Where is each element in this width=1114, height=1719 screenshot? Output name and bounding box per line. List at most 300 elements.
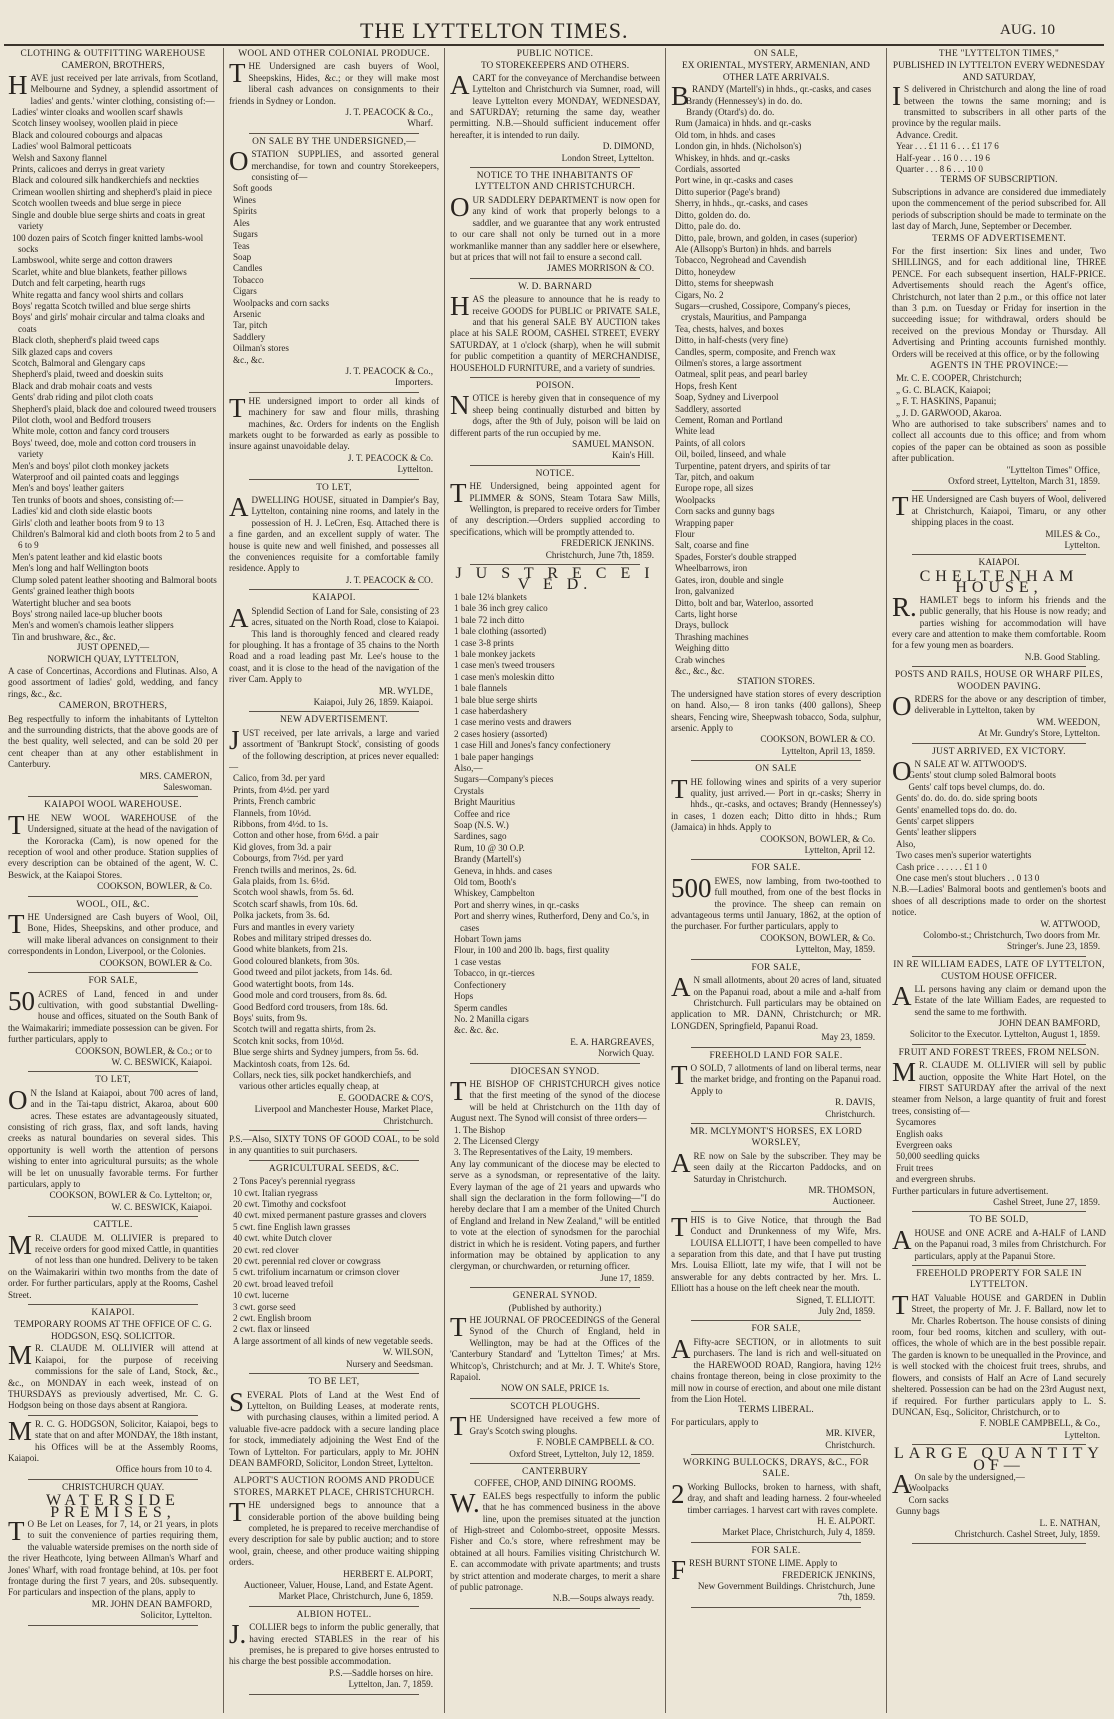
ad-body [671,1211,881,1295]
ad-body: N.B.—Ladies' Balmoral boots and gentlemen's boots and shoes of all descriptions made to order on the shortest notice. [892,884,1106,918]
ad-body: Any lay communicant of the diocese may be elected to serve as a synodsman, or representative of the laity. Every layman of the age of 21 years and upwards who shall sign the declaration in the form following—"I do hereby declare that I am a member of the United Church of England and Ireland in New Zealand," will be entitled to vote at the election of synodsmen for the parochial district in which he is resident. Voting papers, and further information may be obtained by application to any clergyman, or churchwarden, or returning officer. [450,1158,660,1272]
ad-separator [912,1543,1086,1544]
list-item: Woolpacks [675,494,716,505]
ad-signature-address: Norwich Quay. [597,1048,654,1059]
advertisement [450,1402,660,1464]
ad-body [8,985,218,1046]
column-4 [671,48,881,1713]
list-item: Spades, Forster's double strapped [675,551,797,562]
list-item: 1 case vestas [454,956,501,967]
ad-signature-address: Lyttelton, April 12. [804,845,875,856]
list-item: Good mole and cord trousers, from 8s. 6d. [233,990,388,1001]
list-item: Coffee and rice [454,808,510,819]
ad-signature: MR. KIVER, [825,1428,875,1439]
ad-separator [470,1287,640,1288]
list-item: Cigars, No. 2 [675,289,724,300]
advertisement [671,1211,881,1322]
list-item: Carts, light horse [675,608,738,619]
item-list [892,130,1106,176]
ad-body [450,1312,660,1383]
list-item: Soap, Sydney and Liverpool [675,392,779,403]
ad-separator [912,1044,1086,1045]
drop-initial: A [450,69,470,100]
ad-separator [28,1479,198,1480]
drop-initial: I [892,81,901,112]
ad-text: Working Bullocks, broken to harness, with shaft, dray, and shaft and leading harness. 2 four-wheeled timber carriages. 1 harvest cart with raves complete. [687,1481,881,1515]
ad-signature: W. ATTWOOD, [1040,918,1100,929]
advertisement [229,1164,439,1374]
ad-separator [28,1625,198,1626]
drop-initial: A [671,1147,691,1178]
ad-body [450,1075,660,1125]
advertisement [671,1324,881,1454]
drop-initial: T [892,491,909,522]
list-item: Polka jackets, from 3s. 6d. [233,910,330,921]
ad-heading: TO BE SOLD, [969,1215,1029,1226]
drop-initial: T [450,478,467,509]
drop-initial: F [671,1555,687,1586]
ad-heading: ON SALE BY THE UNDERSIGNED,— [252,136,416,147]
ad-signature: F. NOBLE CAMPBELL & CO. [536,1437,654,1448]
list-item: Brandy (Otard's) do. do. [686,107,775,118]
ad-signature-address: Liverpool and Manchester House, Market Place, Christchurch. [254,1104,433,1126]
ad-heading: FREEHOLD PROPERTY FOR SALE IN LYTTELTON. [916,1269,1082,1291]
list-item: Gents' leather slippers [896,827,977,838]
column-divider [223,48,224,1713]
ad-text: HAT Valuable HOUSE and GARDEN in Dublin Street, the property of Mr. J. F. Ballard, now let to Mr. Charles Robertson. The house consists of dining room, four bed rooms, kitchen and scullery, with out-offices, the whole of which are in the best possible repair. The garden is known to be unequalled in the Province, and is well stocked with the choicest fruit trees, shrubs, and flowers, and consists of Half an Acre of Land securely sheltered. Possession can be had on the 23rd August next, if required. For further particulars apply to L. S. DUNCAN, Esq., Solicitor, Christchurch, or to [892,1292,1106,1417]
list-item: Good watertight boots, from 14s. [233,978,354,989]
ad-heading: (Published by authority.) [508,1303,602,1314]
list-item: Crab winches [675,654,725,665]
list-item: 1 bale 36 inch grey calico [454,603,548,614]
list-item: 1 bale flannels [454,683,508,694]
ad-signature: P.S.—Saddle horses on hire. [328,1667,433,1678]
ad-text: O Be Let on Leases, for 7, 14, or 21 years, in plots to suit the convenience of parties requiring them, the valuable waterside premises on the north side of the river Heathcote, lying between Allman's Wharf and Jones' Wharf, with road frontage behind, at 10s. per foot frontage during the first 7 years, and 20s. subsequently. For particulars and inspection of the plans, apply to [8,1518,218,1598]
list-item: Also,— [454,762,483,773]
ad-signature: COOKSON, BOWLER & Co. Lyttelton; or, [49,1190,212,1201]
list-item: Drays, bullock [675,620,729,631]
ad-signature: R. DAVIS, [835,1097,875,1108]
ad-signature-address: W. C. BESWICK, Kaiapoi. [111,1201,212,1212]
ad-separator [28,896,198,897]
list-item: Mackintosh coats, from 12s. 6d. [233,1058,350,1069]
ad-separator [691,1047,861,1048]
ad-body [8,909,218,958]
ad-separator [249,1130,419,1131]
list-item: Candles [233,263,263,274]
drop-initial: T [229,392,246,423]
ad-signature: FREDERICK JENKINS. [561,538,654,549]
ad-heading: EX ORIENTAL, MYSTERY, ARMENIAN, AND OTHER LATE ARRIVALS. [682,61,870,83]
drop-initial: T [229,1497,246,1528]
ad-heading: TERMS OF ADVERTISEMENT. [931,233,1067,244]
ad-heading: ON SALE [755,764,797,775]
drop-initial: A [671,972,691,1003]
ad-heading: CAMERON, BROTHERS, [58,701,168,712]
ad-subheading: TERMS LIBERAL. [738,1405,814,1416]
list-item: 20 cwt. red clover [233,1244,299,1255]
ad-signature: MILES & Co., [1045,528,1100,539]
list-item: English oaks [896,1128,943,1139]
list-item: Prints, calicoes and derrys in great variety [12,164,165,175]
ad-signature-address: Christchurch. [825,1439,875,1450]
list-item: Cement, Roman and Portland [675,415,783,425]
advertisement [229,1134,439,1161]
ad-text: HE following wines and spirits of a very superior quality, just arrived.— Port in qr.-casks; Sherry in hhds., qr.-casks, and octaves; Brandy (Hennessey's) in cases, 1 dozen each; Ditto ditto in hhds.; Rum (Jamaica) in hhds. Apply to [671,776,881,833]
list-item: 1 bale 12¼ blankets [454,591,527,602]
item-list [229,773,439,1092]
drop-initial: T [8,909,25,940]
advertisement [8,900,218,973]
list-item: Men's long and half Wellington boots [12,563,149,574]
advertisement [8,976,218,1072]
ad-heading: NOTICE. [535,468,575,479]
list-item: 3. The Representatives of the Laity, 19 members. [454,1147,633,1158]
ad-body: For particulars, apply to [671,1416,759,1427]
ad-signature-address: Market Place, Christchurch, July 4, 1859. [722,1527,875,1538]
list-item: Wrapping paper [675,517,734,528]
list-item: 20 cwt. perennial red clover or cowgrass [233,1256,381,1267]
drop-initial: T [8,809,25,840]
ad-body [671,773,881,834]
advertisement [229,1377,439,1473]
list-item: Flour, in 100 and 200 lb. bags, first quality [454,945,610,956]
list-item: Tar, pitch [233,320,268,331]
ad-body [450,1487,660,1594]
ad-text: STATION SUPPLIES, and assorted general merchandise, for town and country Storekeepers, consisting of— [251,149,439,183]
ad-text: HE Undersigned have received a few more of Gray's Scotch swing ploughs. [469,1414,660,1436]
advertisement [892,491,1106,555]
list-item: Advance. Credit. [896,129,958,140]
ad-signature-address: Cashel Street, June 27, 1859. [993,1197,1100,1207]
list-item: 1 bale clothing (assorted) [454,626,547,637]
ad-text: HE Undersigned, being appointed agent for PLIMMER & SONS, Steam Totara Saw Mills, Wellington, is prepared to receive orders for Timber of any description.—Orders supplied according to specifications, which will be promptly attended to. [450,481,660,537]
ad-separator [470,1063,640,1064]
newspaper-title: THE LYTTELTON TIMES. [360,18,629,43]
list-item: Confectionery [454,979,507,990]
ad-heading: FOR SALE. [751,1545,801,1556]
drop-initial: O [892,755,912,786]
ad-heading: MR. MCLYMONT'S HORSES, EX LORD WORSLEY, [689,1126,863,1149]
list-item: Tobacco [233,274,264,285]
list-item: Hobart Town jams [454,934,522,945]
list-item: Tobacco, Negrohead and Cavendish [675,255,807,266]
ad-signature-address: Christchurch, June 7th, 1859. [545,549,654,560]
ad-heading: THE "LYTTELTON TIMES," [938,49,1060,59]
list-item: Corn sacks and gunny bags [675,506,775,517]
list-item: Ditto, pale, brown, and golden, in cases (superior) [675,232,858,243]
ad-separator [249,1694,419,1695]
drop-initial: T [671,1211,688,1242]
list-item: Cordials, assorted [675,164,741,175]
ad-heading: CLOTHING & OUTFITTING WAREHOUSE [20,49,206,59]
list-item: Teas [233,240,250,251]
list-item: Shepherd's plaid, tweed and doeskin suits [12,369,164,380]
list-item: Sardines, sago [454,831,507,842]
item-list [892,770,1106,884]
list-item: Spirits [233,206,257,217]
ad-separator [249,1606,419,1607]
ad-display-heading: CHELTENHAM HOUSE, [919,567,1079,597]
list-item: Black and coloured silk handkerchiefs and neckties [12,175,199,186]
list-item: Fruit trees [896,1162,934,1173]
ad-text: HE Undersigned are Cash buyers of Wool, delivered at Christchurch, Kaiapoi, Timaru, or any other shipping places in the coast. [911,494,1106,528]
advertisement [229,1610,439,1695]
ad-signature-address: Kaiapoi, July 26, 1859. Kaiapoi. [313,696,433,707]
ad-signature: MR. WYLDE, [378,685,433,696]
ad-separator [28,796,198,797]
ad-signature: E. A. HARGREAVES, [570,1036,654,1047]
list-item: „ G. C. BLACK, Kaiapoi; [896,384,991,395]
list-item: Iron, galvanized [675,586,735,597]
drop-initial: M [8,1340,33,1371]
ad-body [892,1057,1106,1117]
column-divider [444,48,445,1713]
list-item: Tar, pitch, and oakum [675,472,755,483]
list-item: 2 cwt. English broom [233,1313,312,1324]
ad-body [8,809,218,881]
advertisement [671,1546,881,1608]
drop-initial: T [671,1059,688,1090]
ad-text: RANDY (Martell's) in hhds., qr.-casks, and cases [692,84,872,95]
ad-signature-address: Christchurch. [825,1108,875,1119]
ad-body [671,1478,881,1516]
list-item: Single and double blue serge shirts and coats in great variety [12,209,206,232]
list-item: 1 bale blue serge shirts [454,694,538,705]
advertisement [450,171,660,279]
advertisement [8,800,218,896]
list-item: A large assortment of all kinds of new vegetable seeds. [233,1335,433,1346]
ad-heading: W. D. BARNARD [518,281,592,292]
ad-signature: N.B. Good Stabling. [1024,651,1100,662]
ad-heading: NOTICE TO THE INHABITANTS OF LYTTELTON AND CHRISTCHURCH. [474,171,636,193]
list-item: 3 cwt. gorse seed [233,1301,296,1312]
list-item: Boys' suits, from 9s. [233,1012,308,1023]
ad-signature-address: Solicitor, Lyttelton. [140,1610,212,1621]
ad-signature: COOKSON, BOWLER, & Co. [760,833,875,844]
list-item: 40 cwt. white Dutch clover [233,1233,332,1244]
ad-subheading: TERMS OF SUBSCRIPTION. [940,175,1058,186]
drop-initial: T [892,1289,909,1320]
ad-signature-address: W. C. BESWICK, Kaiapoi. [111,1056,212,1067]
ad-text: R. C. G. HODGSON, Solicitor, Kaiapoi, begs to state that on and after MONDAY, the 18th instant, his Offices will be at the Assembly Rooms, Kaiapoi. [8,1418,218,1463]
list-item: Boys' tweed, doe, mole and cotton cord trousers in variety [12,437,196,460]
ad-signature-address: Lyttelton, Jan. 7, 1859. [348,1679,433,1690]
ad-separator [912,956,1086,957]
column-5 [892,48,1106,1713]
ad-text: LL persons having any claim or demand upon the Estate of the late William Eades, are requested to send the same to me forthwith. [914,983,1106,1017]
list-item: Kid gloves, from 3d. a pair [233,841,332,852]
ad-signature-address: Lyttelton. [397,464,433,475]
masthead-rule [4,44,1104,46]
ad-body [229,724,439,774]
ad-signature-address: New Government Buildings. Christchurch, June 7th, 1859. [697,1581,875,1603]
list-item: French twills and merinos, 2s. 6d. [233,864,357,875]
drop-initial: W. [450,1487,480,1518]
list-item: Quarter . . . 8 6 . . . 10 0 [896,164,983,175]
ad-signature: MRS. CAMERON, [139,770,212,781]
list-item: Gunny bags [896,1506,940,1517]
ad-separator [912,1265,1086,1266]
advertisement [671,1127,881,1212]
ad-text: N the Island at Kaiapoi, about 700 acres of land, and in the Tai-tapu district, Akaroa, about 600 acres. These estates are advantageously situated, consisting of rich grass, flax, and soft lands, having creeks as natural boundaries on several sides. This opportunity is well worth the attention of persons wishing to enter into agricultural pursuits; as the whole will be let on unusually favorable terms. For further particulars, apply to [8,1087,218,1189]
advertisement [892,960,1106,1045]
ad-text: HIS is to Give Notice, that through the Bad Conduct and Drunkenness of my Wife, Mrs. LOUISA ELLIOTT, I have been compelled to have a separation from this date, and that I have put trusting Mrs. Louisa Elliott, late my wife, that I will not be answerable for any debts contracted by her. Mrs. L. Elliott has a house on the left cheek near the mouth. [671,1214,881,1294]
ad-separator [470,167,640,168]
list-item: 100 dozen pairs of Scotch finger knitted lambs-wool socks [12,232,204,254]
ad-heading: ALPORT'S AUCTION ROOMS AND PRODUCE STORES, MARKET PLACE, CHRISTCHURCH. [233,1476,435,1498]
ad-heading: CAMERON, BROTHERS, [61,61,165,72]
list-item: Ditto, stems for sheepwash [675,278,774,289]
ad-signature: JOHN DEAN BAMFORD, [998,1017,1100,1028]
masthead [0,0,1114,48]
ad-signature: N.B.—Soups always ready. [552,1593,654,1604]
ad-signature-address: Nursery and Seedsman. [345,1358,433,1369]
ad-display-heading: LARGE QUANTITY OF— [894,1445,1104,1474]
ad-signature: Signed, T. ELLIOTT. [796,1294,875,1305]
ad-signature: L. E. NATHAN, [1039,1517,1100,1528]
ad-body [892,980,1106,1018]
ad-heading: KAIAPOI WOOL WAREHOUSE. [44,800,182,811]
drop-initial: N [450,390,470,421]
list-item: Mr. C. E. COOPER, Christchurch; [896,373,1022,384]
advertisement [671,49,881,761]
ad-separator [28,972,198,973]
list-item: Tin and brushware, &c., &c. [12,631,116,642]
list-item: Sugars—crushed, Cossipore, Company's pieces, crystals, Mauritius, and Pampanga [675,300,851,323]
list-item: Europe rope, all sizes [675,483,754,494]
ad-body: A case of Concertinas, Accordions and Flutinas. Also, A good assortment of ladies' gold, wedding, and fancy rings, &c., &c. [8,665,218,699]
ad-heading: PUBLISHED IN LYTTELTON EVERY WEDNESDAY AND SATURDAY, [892,61,1106,83]
ad-separator [249,1160,419,1161]
advertisement [892,1445,1106,1544]
list-item: Ladies' kid and cloth side elastic boots [12,506,153,517]
list-item: Flour [675,529,695,540]
ad-heading: AGRICULTURAL SEEDS, &C. [268,1163,400,1174]
ad-signature-address: Solicitor to the Executor. Lyttelton, August 1, 1859. [909,1029,1100,1040]
list-item: Clump soled patent leather shooting and Balmoral boots [12,574,217,585]
drop-initial: O [450,191,470,222]
ad-signature-address: Saleswoman. [163,782,212,792]
list-item: Hops [454,991,474,1002]
ad-signature-address: June 17, 1859. [600,1272,654,1283]
list-item: 20 cwt. Timothy and cocksfoot [233,1199,346,1209]
list-item: Turpentine, patent dryers, and spirits of tar [675,460,831,471]
ad-body [229,1619,439,1668]
advertisement [229,1476,439,1606]
list-item: 1 bale 72 inch ditto [454,614,525,625]
list-item: Geneva, in hhds. and cases [454,865,552,876]
list-item: Boys' regatta Scotch twilled and blue serge shirts [12,300,191,311]
list-item: Boys' strong nailed lace-up blucher boots [12,608,163,619]
advertisement [450,469,660,565]
ad-text: O SOLD, 7 allotments of land on liberal terms, near the market bridge, and fronting on the Papanui road. Apply to [690,1062,881,1096]
list-item: Scarlet, white and blue blankets, feather pillows [12,266,187,277]
ad-separator [470,377,640,378]
ad-signature-address: Importers. [394,377,433,388]
ad-text: RE now on Sale by the subscriber. They may be seen daily at the Riccarton Paddocks, and on Saturday in Christchurch. [693,1150,881,1184]
ad-heading: AGENTS IN THE PROVINCE:— [929,360,1068,371]
list-item: 2 cwt. flax or linseed [233,1324,310,1335]
ad-heading: COFFEE, CHOP, AND DINING ROOMS. [474,1479,636,1490]
list-item: 1 bale monkey jackets [454,648,536,659]
ad-signature-address: Lyttelton. [1064,540,1100,551]
list-item: Tobacco, in qr.-tierces [454,968,535,979]
column-3 [450,48,660,1713]
ad-separator [249,589,419,590]
list-item: Gents' grained leather thigh boots [12,586,135,597]
ad-signature: E. GOODACRE & CO'S, [338,1092,433,1103]
ad-text: EWES, now lambing, from two-toothed to full mouthed, from one of the best flocks in the province. The sheep can remain on advantageous terms until January, 1862, at the option of the purchaser. For further particulars, apply to [671,875,881,932]
list-item: Scotch knit socks, from 10½d. [233,1035,344,1046]
ad-heading: IN RE WILLIAM EADES, LATE OF LYTTELTON, [893,959,1105,970]
ad-heading: CANTERBURY [521,1466,589,1477]
list-item: Scotch woollen tweeds and blue serge in piece [12,198,182,209]
ad-separator [470,465,640,466]
drop-initial: T [229,58,246,89]
ad-text: N small allotments, about 20 acres of land, situated on the Papanui road, about a mile and a-half from Christchurch. Full particulars may be obtained on application to MR. DANN, Christchurch; or MR. LONGDEN, Springfield, Papanui Road. [671,975,881,1031]
ad-text: OTICE is hereby given that in consequence of my sheep being continually disturbed and bitten by dogs, after the 9th of July, poison will be laid on different parts of the run occupied by me. [450,393,660,438]
list-item: Gents' enamelled tops do. do. do. [896,804,1017,815]
list-item: Oilmen's stores, a large assortment [675,357,802,368]
list-item: Crystals [454,785,484,796]
list-item: Watertight blucher and sea boots [12,597,131,608]
ad-body [8,1340,218,1411]
list-item: Port and sherry wines, Rutherford, Deny and Co.'s, in cases [454,911,650,933]
ad-heading: WOOL AND OTHER COLONIAL PRODUCE. [238,49,430,59]
ad-signature-address: May 23, 1859. [821,1032,875,1043]
list-item: Soft goods [233,183,273,194]
ad-heading: WORKING BULLOCKS, DRAYS, &C., FOR SALE. [682,1457,870,1480]
advertisement [8,1415,218,1480]
list-item: Gents' carpet slippers [896,816,974,826]
list-item: Tea, chests, halves, and boxes [675,323,784,334]
list-item: Children's Balmoral kid and cloth boots from 2 to 5 and 6 to 9 [12,529,216,551]
drop-initial: 500 [671,872,712,903]
advertisement [450,1467,660,1609]
list-item: Whiskey, in hhds. and qr.-casks [675,152,790,163]
item-list [8,107,218,643]
ad-body: Beg respectfully to inform the inhabitants of Lyttelton and the surrounding districts, that the above goods are of the best quality, well selected, and can be sold 20 per cent cheaper than at any other establishment in Canterbury. [8,713,218,770]
list-item: Crimean woollen shirting and shepherd's plaid in piece [12,186,212,197]
list-item: Arsenic [233,308,262,319]
drop-initial: A [892,980,912,1011]
ad-heading: TO STOREKEEPERS AND OTHERS. [480,61,630,72]
advertisement [229,49,439,134]
ad-signature-address: Auctioneer. [832,1196,875,1207]
advertisement [892,670,1106,743]
list-item: Cigars [233,286,257,297]
ad-separator [691,1607,861,1608]
ad-subheading: NOW ON SALE, PRICE 1s. [500,1383,610,1394]
list-item: Scotch, Balmoral and Glengary caps [12,357,146,368]
ad-body [229,602,439,686]
list-item: Ales [233,217,250,228]
ad-signature: COOKSON, BOWLER & CO. [760,734,875,745]
issue-date: AUG. 10 [1000,22,1055,38]
ad-separator [249,479,419,480]
ad-signature: D. DIMOND, [602,141,654,152]
ad-signature-address: Auctioneer, Valuer, House, Land, and Estate Agent. Market Place, Christchurch, June 6, 1859. [243,1580,433,1602]
ad-body [892,1289,1106,1418]
advertisement [229,137,439,393]
list-item: Good coloured blankets, from 30s. [233,955,360,966]
list-item: &c. &c. &c. [454,1025,499,1036]
ad-text: HE NEW WOOL WAREHOUSE of the Undersigned, situate at the head of the navigation of the Kororacka (Cam), is now opened for the reception of wool and other produce. Station supplies of every description can be obtained of the agent, W. C. Beswick, at the Kaiapoi Stores. [8,812,218,880]
list-item: Ladies' wool Balmoral petticoats [12,141,132,152]
drop-initial: J [229,724,240,755]
list-item: Men's and women's chamois leather slippers [12,620,174,631]
